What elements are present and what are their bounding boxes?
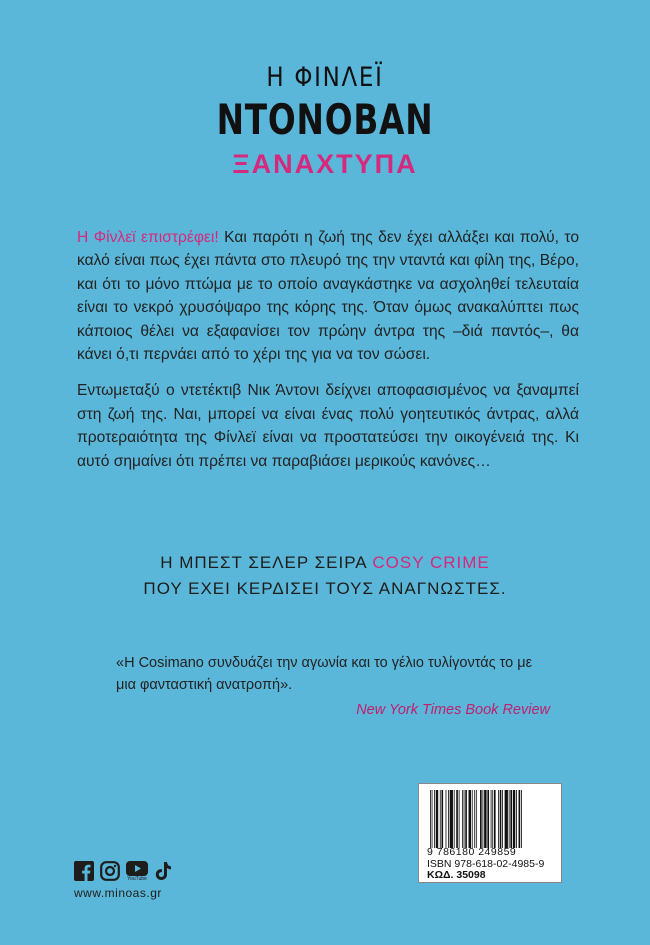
tagline-genre: COSY CRIME bbox=[372, 553, 490, 572]
barcode-box bbox=[418, 783, 562, 883]
blurb bbox=[77, 226, 579, 486]
review-quote: «Η Cosimano συνδυάζει την αγωνία και το γέλιο τυλίγοντάς το με μια φανταστική ανατροπή». bbox=[116, 655, 533, 693]
tiktok-icon[interactable] bbox=[154, 861, 172, 881]
youtube-label: YouTube bbox=[127, 875, 147, 882]
review-source: New York Times Book Review bbox=[356, 702, 550, 718]
tagline bbox=[0, 550, 650, 602]
title-block bbox=[0, 62, 650, 180]
website-link[interactable]: www.minoas.gr bbox=[74, 886, 162, 900]
series-name: Η ΦΙΝΛΕΪ bbox=[266, 62, 384, 93]
youtube-icon[interactable] bbox=[126, 861, 148, 882]
product-code: ΚΩΔ. 35098 bbox=[427, 869, 486, 881]
blurb-paragraph-1-text: Και παρότι η ζωή της δεν έχει αλλάξει και πολύ, το καλό είναι πως έχει πάντα στο πλευρό της την νταντά και φίλη της, Βέρο, και ότι το μόνο πτώμα με το οποίο αναγκάστηκε να ασχοληθεί τελευταία είναι το νεκρό χρυσόψαρο της κόρης της. Όταν όμως ανακαλύπτει πως κάποιος θέλει να εξαφανίσει τον πρώην άντρα της –διά παντός–, θα κάνει ό,τι περνάει από το χέρι της για να τον σώσει. bbox=[77, 229, 579, 364]
book-title: ΞΑΝΑΧΤΥΠΑ bbox=[232, 149, 418, 179]
tagline-text: Η ΜΠΕΣΤ ΣΕΛΕΡ ΣΕΙΡΑ bbox=[160, 553, 373, 572]
heroine-surname: ΝΤΟΝΟΒΑΝ bbox=[216, 95, 434, 144]
barcode-icon bbox=[428, 790, 552, 848]
tagline-line-2: ΠΟΥ ΕΧΕΙ ΚΕΡΔΙΣΕΙ ΤΟΥΣ ΑΝΑΓΝΩΣΤΕΣ. bbox=[143, 579, 507, 598]
barcode-digits: 9 786180 249859 bbox=[427, 846, 517, 858]
blurb-lead: Η Φίνλεϊ επιστρέφει! bbox=[77, 229, 219, 246]
review bbox=[116, 653, 556, 722]
isbn: ISBN 978-618-02-4985-9 bbox=[427, 858, 545, 870]
youtube-play-icon bbox=[126, 861, 148, 876]
blurb-paragraph-1 bbox=[77, 226, 579, 366]
tagline-line-1 bbox=[0, 550, 650, 576]
social-icons bbox=[74, 860, 172, 882]
instagram-icon[interactable] bbox=[100, 861, 120, 881]
facebook-icon[interactable] bbox=[74, 861, 94, 881]
blurb-paragraph-2: Εντωμεταξύ ο ντετέκτιβ Νικ Άντονι δείχνει αποφασισμένος να ξαναμπεί στη ζωή της. Ναι, μπορεί να είναι ένας πολύ γοητευτικός άντρας, αλλά προτεραιότητα της Φίνλεϊ είναι να προστατεύσει την οικογένειά της. Κι αυτό σημαίνει ότι πρέπει να παραβιάσει μερικούς κανόνες… bbox=[77, 382, 579, 470]
